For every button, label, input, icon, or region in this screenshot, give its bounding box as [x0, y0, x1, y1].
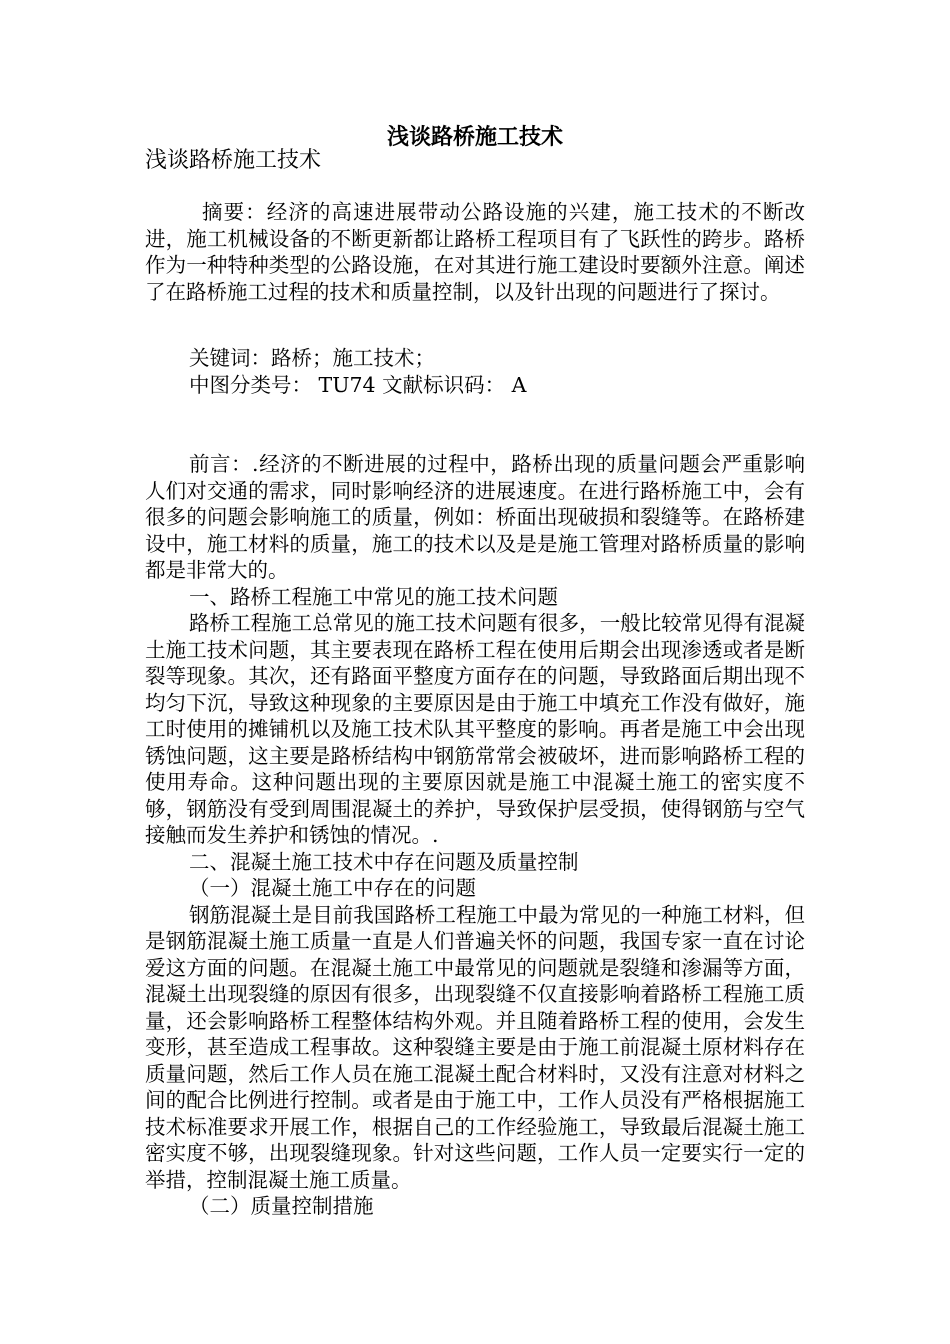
document-title: 浅谈路桥施工技术	[386, 124, 563, 150]
metadata-block	[145, 345, 805, 398]
classification-line: 中图分类号： TU74 文献标识码： A	[189, 372, 527, 397]
body-paragraph: 钢筋混凝土是目前我国路桥工程施工中最为常见的一种施工材料，但是钢筋混凝土施工质量一直是人们普遍关怀的问题，我国专家一直在讨论爱这方面的问题。在混凝土施工中最常见的问题就是裂缝和渗漏等方面，混凝土出现裂缝的原因有很多，出现裂缝不仅直接影响着路桥工程施工质量，还会影响路桥工程整体结构外观。并且随着路桥工程的使用，会发生变形，甚至造成工程事故。这种裂缝主要是由于施工前混凝土原材料存在质量问题，然后工作人员在施工混凝土配合材料时，又没有注意对材料之间的配合比例进行控制。或者是由于施工中，工作人员没有严格根据施工技术标准要求开展工作，根据自己的工作经验施工，导致最后混凝土施工密实度不够，出现裂缝现象。针对这些问题，工作人员一定要实行一定的举措，控制混凝土施工质量。	[145, 902, 805, 1192]
subsection-heading-1: （一）混凝土施工中存在的问题	[189, 876, 476, 900]
section-heading-2: 二、混凝土施工技术中存在问题及质量控制	[189, 849, 579, 874]
subsection-heading-2: （二）质量控制措施	[189, 1194, 374, 1218]
preface-paragraph: 前言：.经济的不断进展的过程中，路桥出现的质量问题会严重影响人们对交通的需求，同时影响经济的进展速度。在进行路桥施工中，会有很多的问题会影响施工的质量，例如：桥面出现破损和裂缝等。在路桥建设中，施工材料的质量，施工的技术以及是是施工管理对路桥质量的影响都是非常大的。	[145, 452, 805, 582]
body-text	[145, 451, 805, 1220]
body-paragraph: 路桥工程施工总常见的施工技术问题有很多，一般比较常见得有混凝土施工技术问题，其主要表现在路桥工程在使用后期会出现渗透或者是断裂等现象。其次，还有路面平整度方面存在的问题，导致路面后期出现不均匀下沉，导致这种现象的主要原因是由于施工中填充工作没有做好，施工时使用的摊铺机以及施工技术队其平整度的影响。再者是施工中会出现锈蚀问题，这主要是路桥结构中钢筋常常会被破坏，进而影响路桥工程的使用寿命。这种问题出现的主要原因就是施工中混凝土施工的密实度不够，钢筋没有受到周围混凝土的养护，导致保护层受损，使得钢筋与空气接触而发生养护和锈蚀的情况。.	[145, 611, 805, 847]
section-heading-1: 一、路桥工程施工中常见的施工技术问题	[189, 584, 558, 609]
document-subtitle: 浅谈路桥施工技术	[145, 148, 322, 173]
keywords-line: 关键词：路桥；施工技术；	[189, 346, 435, 370]
abstract-paragraph: 摘要：经济的高速进展带动公路设施的兴建，施工技术的不断改进，施工机械设备的不断更新都让路桥工程项目有了飞跃性的跨步。路桥作为一种特种类型的公路设施，在对其进行施工建设时要额外注意。阐述了在路桥施工过程的技术和质量控制，以及针出现的问题进行了探讨。	[145, 200, 805, 304]
